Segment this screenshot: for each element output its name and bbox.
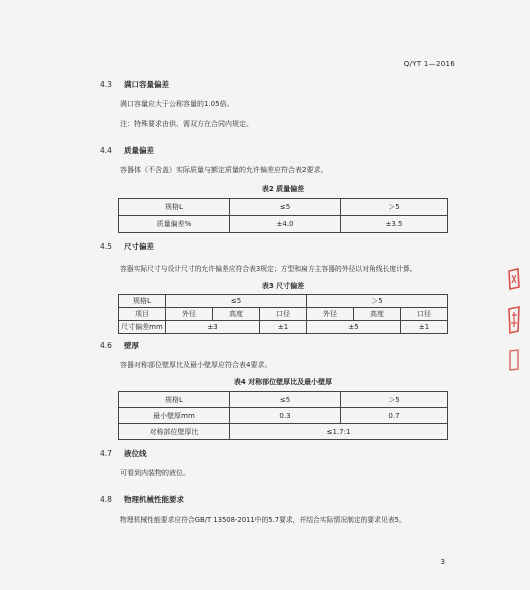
section-number: 4.4	[100, 146, 112, 155]
table-cell: 高度	[354, 308, 401, 321]
section-title: 满口容量偏差	[124, 80, 169, 89]
table-cell: ＞5	[341, 199, 448, 216]
table-2-caption: 表2 质量偏差	[261, 185, 305, 193]
table-row	[119, 392, 448, 408]
section-title: 质量偏差	[124, 146, 154, 155]
table-cell: ≤5	[230, 392, 341, 408]
table-cell: 最小壁厚mm	[119, 408, 230, 424]
section-title: 物理机械性能要求	[124, 495, 184, 504]
table-cell: 高度	[213, 308, 260, 321]
section-title: 液位线	[124, 449, 147, 458]
table-cell: 口径	[260, 308, 307, 321]
section-4-3-text: 满口容量应大于公称容量的1.05倍。	[120, 100, 234, 108]
section-4-6-text: 容器对称部位壁厚比及最小壁厚应符合表4要求。	[120, 361, 272, 369]
table-row	[119, 321, 448, 334]
table-3	[118, 294, 448, 334]
table-cell: 0.7	[341, 408, 448, 424]
section-4-8-text: 物理机械性能要求应符合GB/T 13508-2011中的5.7要求，并结合实际情况制定的要求见表5。	[120, 516, 406, 524]
table-cell: 项目	[119, 308, 166, 321]
table-cell: 外径	[166, 308, 213, 321]
table-4	[118, 391, 448, 440]
table-cell: ≤5	[230, 199, 341, 216]
section-number: 4.3	[100, 80, 112, 89]
table-cell: 规格L	[119, 295, 166, 308]
table-cell: ＞5	[341, 392, 448, 408]
table-cell: 质量偏差%	[119, 216, 230, 233]
table-cell: 0.3	[230, 408, 341, 424]
table-row	[119, 308, 448, 321]
section-4-6-heading	[100, 340, 139, 351]
section-4-7-heading	[100, 448, 147, 459]
section-4-5-heading	[100, 241, 154, 252]
section-number: 4.8	[100, 495, 112, 504]
table-cell: ≤5	[166, 295, 307, 308]
red-seal-stamp	[506, 265, 522, 375]
table-cell: 规格L	[119, 199, 230, 216]
section-title: 壁厚	[124, 341, 139, 350]
table-cell: ±4.0	[230, 216, 341, 233]
section-number: 4.5	[100, 242, 112, 251]
table-2	[118, 198, 448, 233]
section-4-7-text: 可看到内装物的液位。	[120, 469, 190, 477]
table-row	[119, 216, 448, 233]
table-cell: ≤1.7:1	[230, 424, 448, 440]
table-row	[119, 408, 448, 424]
table-cell: ±3	[166, 321, 260, 334]
section-number: 4.7	[100, 449, 112, 458]
table-cell: ±3.5	[341, 216, 448, 233]
table-row	[119, 295, 448, 308]
table-cell: 尺寸偏差mm	[119, 321, 166, 334]
table-4-caption: 表4 对称部位壁厚比及最小壁厚	[233, 378, 333, 386]
table-cell: 规格L	[119, 392, 230, 408]
section-title: 尺寸偏差	[124, 242, 154, 251]
table-cell: 对称部位壁厚比	[119, 424, 230, 440]
section-4-5-text: 容器实际尺寸与设计尺寸的允许偏差应符合表3规定；方型和扁方主容器的外径以对角线长度计算。	[120, 265, 417, 273]
section-number: 4.6	[100, 341, 112, 350]
section-4-8-heading	[100, 494, 184, 505]
page-number: 3	[440, 558, 445, 566]
table-cell: 外径	[307, 308, 354, 321]
table-cell: ±1	[401, 321, 448, 334]
table-cell: ±1	[260, 321, 307, 334]
table-row	[119, 199, 448, 216]
section-4-3-heading	[100, 79, 169, 90]
document-code: Q/YT 1—2016	[403, 60, 455, 68]
table-row	[119, 424, 448, 440]
table-3-caption: 表3 尺寸偏差	[261, 282, 305, 290]
section-4-3-note: 注：特殊要求由供、需双方在合同内规定。	[120, 120, 253, 128]
section-4-4-heading	[100, 145, 154, 156]
table-cell: ±5	[307, 321, 401, 334]
table-cell: 口径	[401, 308, 448, 321]
section-4-4-text: 容器体（不含盖）实际质量与额定质量的允许偏差应符合表2要求。	[120, 166, 328, 174]
table-cell: ＞5	[307, 295, 448, 308]
